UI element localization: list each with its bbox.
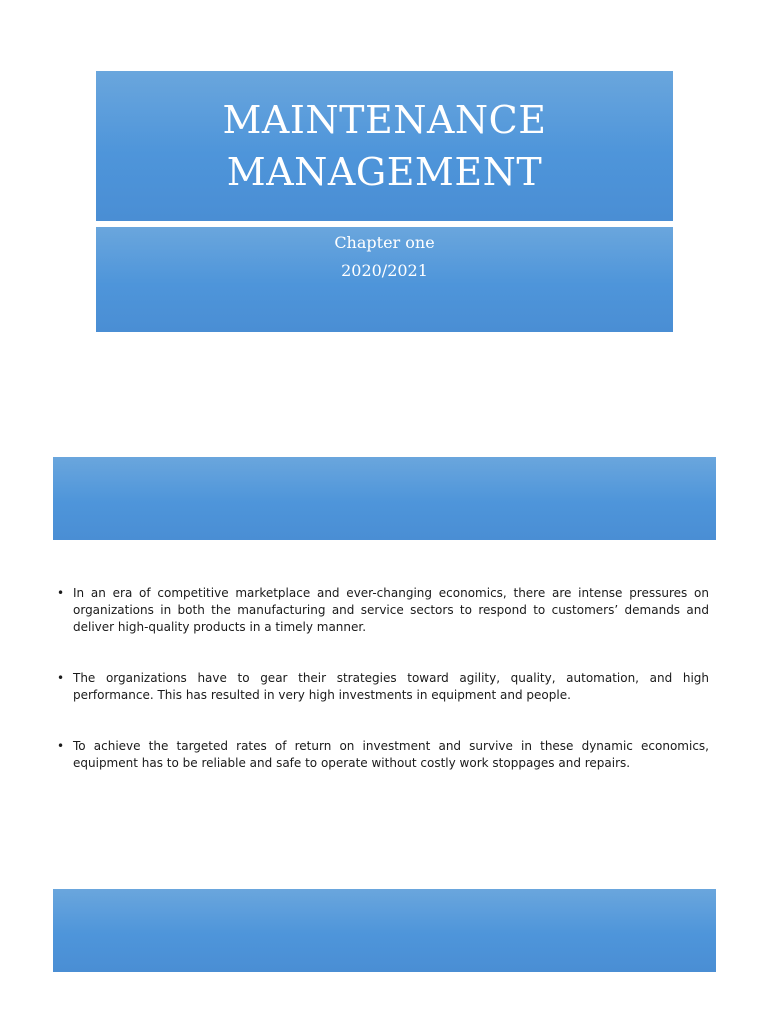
bullet-marker: •: [57, 586, 65, 600]
title-line-1: MAINTENANCE: [222, 98, 547, 142]
bullet-item: [57, 585, 709, 636]
bullet-text: To achieve the targeted rates of return on investment and survive in these dynamic economics, equipment has to be reliable and safe to operate without costly work stoppages and repairs.: [73, 739, 709, 770]
bullet-text: In an era of competitive marketplace and ever-changing economics, there are intense pressures on organizations in both the manufacturing and service sectors to respond to customers’ demands and deliver high-quality products in a timely manner.: [73, 586, 709, 634]
bullet-item: [57, 738, 709, 772]
section-banner-1: [53, 457, 716, 540]
subtitle-box: [96, 227, 673, 332]
bullet-item: [57, 670, 709, 704]
bullet-marker: •: [57, 739, 65, 753]
bullet-marker: •: [57, 671, 65, 685]
academic-year: 2020/2021: [341, 261, 428, 280]
bullet-text: The organizations have to gear their strategies toward agility, quality, automation, and high performance. This has resulted in very high investments in equipment and people.: [73, 671, 709, 702]
section-banner-2: [53, 889, 716, 972]
title-line-2: MANAGEMENT: [226, 150, 543, 194]
title-box: [96, 71, 673, 221]
chapter-label: Chapter one: [334, 233, 435, 252]
bullet-list: [57, 585, 709, 772]
